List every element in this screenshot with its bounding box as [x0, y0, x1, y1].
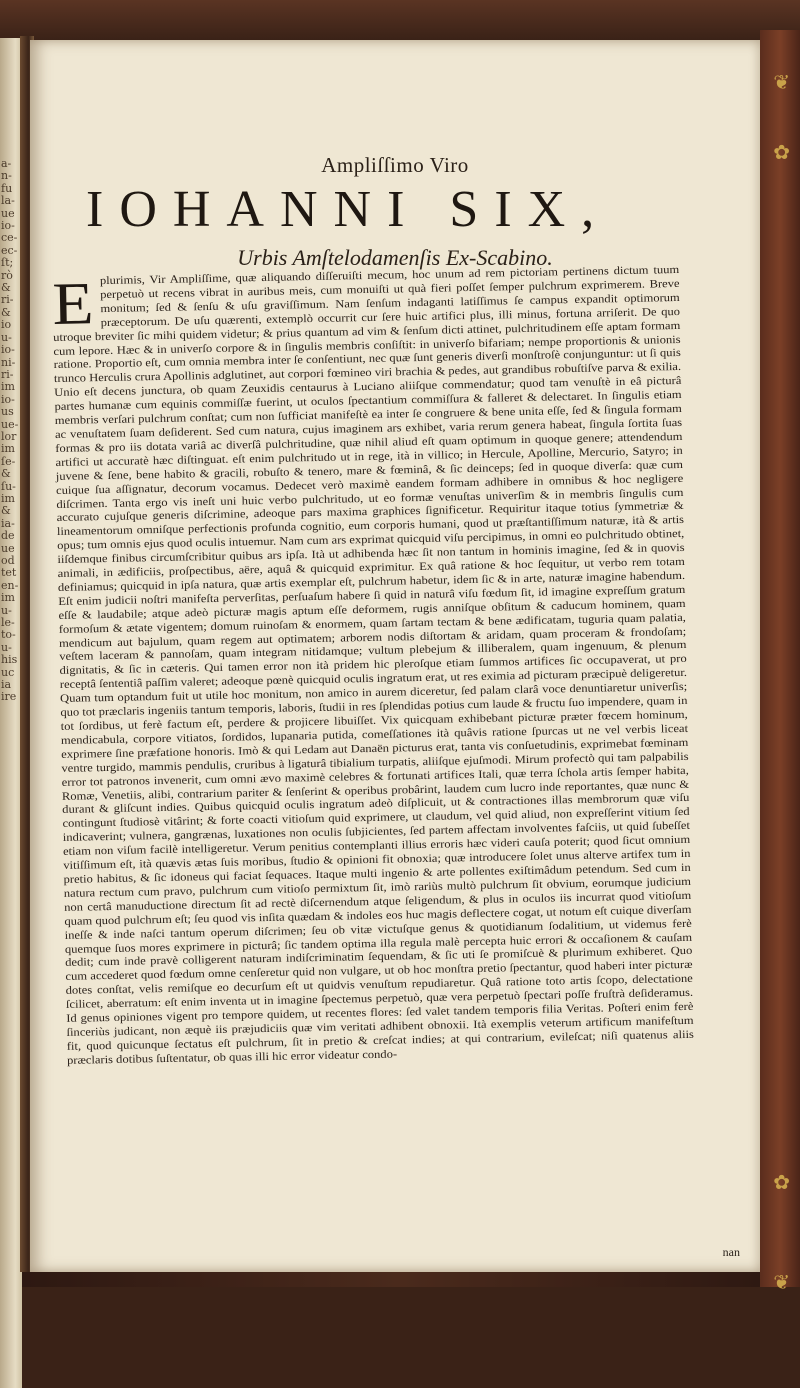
left-page-fragment: fu: [1, 181, 13, 195]
catchword: nan: [722, 1245, 740, 1259]
left-page-fragment: to-: [1, 628, 16, 642]
left-page-fragment: us: [1, 405, 14, 419]
left-page-fragment: rò: [1, 268, 13, 282]
left-page-fragment: &: [1, 305, 11, 319]
left-page-fragment: io: [1, 318, 12, 332]
left-page-fragment: io-: [1, 392, 15, 406]
dedication-body: [52, 264, 694, 1069]
left-page-fragment: ſu-: [1, 479, 16, 493]
left-page-fragment: im: [1, 380, 15, 394]
document-page: [30, 40, 760, 1272]
left-page-fragment: ia-: [1, 516, 15, 530]
left-page-fragment: ue: [1, 541, 15, 555]
left-page-fragment: u-: [1, 330, 12, 344]
spine-ornament-icon: ✿: [773, 140, 790, 164]
left-page-fragment: ri-: [1, 367, 14, 381]
left-page-fragment: ia: [1, 678, 12, 692]
left-page-fragment: la-: [1, 194, 15, 208]
left-page-fragment: ue-: [1, 417, 19, 431]
left-page-fragment: u-: [1, 603, 12, 617]
spine-ornament-icon: ❦: [773, 70, 790, 94]
left-page-fragment: &: [1, 467, 11, 481]
left-page-fragment: io-: [1, 219, 15, 233]
left-page-fragment: le-: [1, 616, 15, 630]
book-spine: [760, 30, 800, 1294]
body-paragraph: plurimis, Vir Ampliſſime, quæ aliquando diſſeruiſti mecum, hoc unum ad rem pictoriam pertinens dictum tuum perpetuò ut recens vibrat in auribus meis, cum monuiſti ut quà fieri poſſet ſemper pulchrum exprimerem. Breve monitum; ſed & ſenſu & uſu graviſſimum. Nam ſenſum indaganti latiſſimus ſe campus expandit optimorum præceptorum. De uſu quærenti, extemplò occurrit cur ſere huic artifici plus, illi minus, fortuna arriſerit. De quo utroque breviter ſic mihi quidem videtur; & prius quantum ad vim & ſenſum dicti attinet, pulchritudinem eſſe aptam formam cum lepore. Hæc & in univerſo corpore & in ſingulis membris conſiſtit: in univerſo bifariam; nempe proportionis & unionis ratione. Proportio eſt, cum omnia membra inter ſe conſentiunt, nec quæ ſunt generis diverſi monſtroſè conjunguntur: ut ſi quis trunco Herculis crura Apollinis adglutinet, aut corpori fœmineo viri brachia & pedes, aut grandibus robuſtiſve parva & exilia. Unio eſt decens junctura, ob quam Zeuxidis centaurus à Luciano aliiſque commendatur; quod tam venuſtè in eâ picturâ partes humanæ cum equinis commiſſæ fuerint, ut oculos ſpectantium commiſſura & falleret & delectaret. In ſingulis etiam membris verſari pulchrum conſtat; cum non ſufficiat manifeſtè ea inter ſe congruere & bene unita eſſe, ſed & ſingula formam ac venuſtatem ſuam deſiderent. Sed cum natura, cujus imaginem ars exhibet, varia rerum genera habeat, ſingula ſortita ſuas formas & pro iis dotata variâ ac diverſâ pulchritudine, quæ nihil aliud eſt quam optimum in quoque genere; attendendum artifici ut accuratè hæc diſtinguat. eſt enim pulchritudo ut in rege, ità in villico; in Hercule, Apolline, Mercurio, Satyro; in juvene & ſene, bene habito & gracili, robuſto & tenero, mare & fœminâ, & ſic deinceps; ſed in quoque diverſa: quæ cum cuique ſua aſſignatur, decorum vocamus. Dedecet verò maximè eandem formam adhibere in omnibus & hoc negligere diſcrimen. Tanta ergo vis ineſt uni huic verbo pulchritudo, ut eo formæ venuſtas univerſim & in membris ſingulis cum accurato cujuſque generis diſcrimine, adeoque pars maxima graphices ſignificetur. Requiritur itaque totius ſymmetriæ & lineamentorum omniſque perfectionis profunda cognitio, eum corporis humani, quod ut præſtantiſſimum naturæ, ità & artis opus; tum omnis ejus quod oculis intuemur. Nam cum ars exprimat quicquid viſu percipimus, in omni eo pulchritudo obtinet, iiſdemque finibus circumſcribitur quibus ars ipſa. Ità ut adhibenda hæc ſit non tantum in hominis imagine, ſed & in quovis animali, in ædificiis, proſpectibus, aëre, aquâ & quicquid exprimitur. Ex quâ ratione & hoc ſequitur, ut verbo rem totam definiamus; quicquid in ipſa natura, quæ artis exemplar eſt, pulchrum habetur, idem ſic & in arte, naturæ imagine habendum. Eſt enim judicii noſtri manifeſta perverſitas, perſuaſum habere ſi quid in naturâ viſu fœdum ſit, id imagine expreſſum gratum eſſe & laudabile; atque adeò picturæ magis aptum eſſe deformem, rugis anniſque obſitum & caducum hominem, quam formoſum & ætate vigentem; domum ruinoſam & enormem, quam ſartam tectam & bene ædificatam, tuguria quam palatia, mendicum aut bajulum, quam regem aut optimatem; arborem nodis diſtortam & aridam, quam proceram & frondoſam; veſtem laceram & pannoſam, quam integram nitidamque; vultum plebejum & illiberalem, quam ingenuum, & plenum dignitatis, & ſic in cæteris. Qui tamen error non ità pridem hic pleroſque etiam ſummos artifices ſic occupaverat, ut pro receptâ ſententiâ paſſim valeret; adeoque pœnè quicquid oculis ingratum erat, ut res eximia ad picturam præcipuè deligeretur. Quam tum optandum fuit ut utile hoc monitum, non amico in aurem diceretur, ſed palam clarâ voce denuntiaretur univerſis; quo tot præclaris ingeniis tantum temporis, laboris, ſtudii in res ſplendidas potius cum laude & fructu ſuo impendere, quam in tot ſordibus, ut ferè factum eſt, perdere & projicere libuiſſet. Vix quicquam exhibebant picturæ præter fœcem hominum, mendicabula, corpore vitiatos, ſordidos, lupanaria putida, comeſſationes ità quâvis ratione ſpurcas ut ne vel verbis liceat exprimere ſine præfatione honoris. Imò & qui Ledam aut Danaën picturus erat, tanta vis conſuetudinis, exprimebat fœminam ventre turgido, mammis pendulis, cruribus à ligaturâ tibialium turpatis, aliiſque ejuſmodi. Mirum profectò qui tam palpabilis error tot patronos invenerit, cum omni ævo maximè celebres & fortunati artifices Itali, quæ terra ſchola artis ſemper habita, Romæ, Venetiis, alibi, contrarium pariter & ſenſerint & operibus probârint, laudem cum lucro inde reportantes, quæ nunc & durant & gliſcunt indies. Quibus quicquid oculis ingratum adeò diſplicuit, ut & contractiones illas membrorum quæ viſu contingunt ſtudiosè vitârint; & forte coacti vitioſum quid exprimere, ut claudum, vel quid aliud, non expreſſerint vitium ſed indicaverint; vulnera, gangrænas, luxationes non oculis ſubjicientes, ſed partem affectam involventes faſciis, ut quid ſubeſſet etiam non viſum facilè intelligeretur. Verum penitius contemplanti illius erroris hæc videri cauſa poterit; quod ſicut omnium vitiſſimum eſt, ità quævis ætas ſuis moribus, ſtudio & opinioni fit obnoxia; quæ introducere ſolet unus alterve artifex tum in pretio habitus, & ſic idoneus qui faciat ſequaces. Itaque multi ingenio & arte pollentes exiſtimâdum petendum. Sed cum in natura rectum cum pravo, pulchrum cum vitioſo permixtum ſit, imò rariùs multò pulchrum ſit obvium, eorumque judicium non certâ manuductione directum ſit ad rectè diſcernendum atque ſeligendum, & plus in oculos iis incurrat quod vitioſum quam quod pulchrum eſt; ſeu quod vis inſita quædam & indoles eos huc magis deflectere cogat, ut notum eſt cuique diverſam ineſſe & inde naſci tantum operum diſcrimen; ſeu ob vitæ victuſque genus & quotidianum ſodalitium, ut videmus ferè quemque ſuos mores exprimere in picturâ; ſic tandem optima illa regula malè percepta huic errori & occaſionem & cauſam dedit; cum inde pravè colligerent naturam indiſcriminatim ſequendam, & ſic uti ſe promiſcuè & plurimum exhiberet. Quo cum accederet quod fœdum omne cenſeretur quid non vulgare, ut ob hoc monſtra pretio ſpectantur, quod haberi inter picturæ dotes conſtat, velis remiſque eo decurſum eſt ut quidvis venuſtum repudiaretur. Quâ ratione toto artis ſcopo, delectatione ſcilicet, aberratum: eſt enim inventa ut in imagine ſpectemus perpetuò, quæ vera perpetuò ſpectari poſſe fruſtrà deſideramus. Id genus opiniones vigent pro tempore quidem, ut recentes flores: ſed valet tandem temporis filia Veritas. Poſteri enim ferè ſinceriùs judicant, non æquè iis præjudiciis quæ vim veritati adhibent obnoxii. Ità exemplis veterum artificum manifeſtum fit, quod quicunque ſectatus eſt pulchrum, ſit in pretio & creſcat indies; at qui contrarium, evileſcat; niſi quatenus aliis præclaris dotibus ſuſtentatur, ob quas illi hic error videatur condo-: [53, 263, 694, 1067]
left-page-fragment: &: [1, 504, 11, 518]
dedication-pre-title: Ampliſſimo Viro: [321, 153, 469, 177]
left-page-fragment: ce-: [1, 231, 18, 245]
left-page-edge: [0, 38, 22, 1388]
left-page-fragment: ſt;: [1, 256, 14, 270]
left-page-fragment: his: [1, 653, 18, 667]
left-page-fragment: tet: [1, 566, 17, 580]
left-page-fragment: ni-: [1, 355, 16, 369]
dedication-subtitle: Urbis Amſtelodamenſis Ex-Scabino.: [237, 245, 553, 270]
left-page-fragment: n-: [1, 169, 12, 183]
left-page-fragment: im: [1, 591, 15, 605]
dedication-title: IOHANNI SIX,: [86, 181, 611, 238]
left-page-fragment: od: [1, 554, 15, 567]
left-page-fragment: im: [1, 491, 15, 505]
left-page-fragment: im: [1, 442, 15, 456]
left-page-fragment: ſe-: [1, 454, 16, 468]
left-page-fragment: u-: [1, 640, 12, 654]
left-page-fragment: uc: [1, 665, 15, 679]
left-page-fragment: ue: [1, 206, 15, 220]
left-page-fragment: ire: [1, 690, 17, 704]
left-page-fragment: &: [1, 281, 11, 295]
left-page-fragment: ri-: [1, 293, 14, 307]
left-page-fragment: de: [1, 529, 15, 543]
spine-ornament-icon: ✿: [773, 1170, 790, 1194]
spine-ornament-icon: ❦: [773, 1270, 790, 1294]
book-top-edge: [0, 0, 800, 40]
drop-cap: E: [51, 270, 95, 337]
left-page-fragment: lor: [1, 429, 17, 443]
left-page-fragment: en-: [1, 578, 19, 592]
left-page-fragment: a-: [1, 157, 12, 170]
left-page-fragment: ec-: [1, 243, 18, 257]
left-page-fragment: io-: [1, 343, 15, 357]
